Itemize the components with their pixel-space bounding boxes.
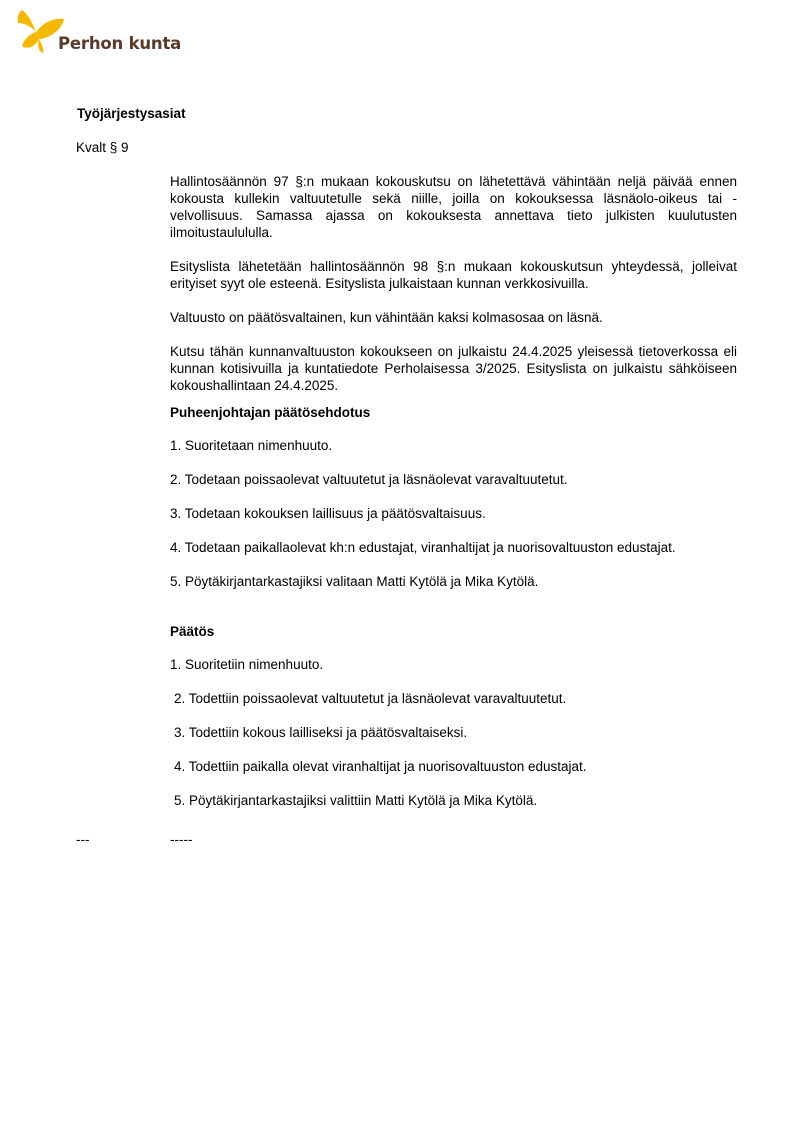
proposal-item: 4. Todetaan paikallaolevat kh:n edustajat, viranhaltijat ja nuorisovaltuuston edustajat. — [170, 540, 676, 555]
section-id: Kvalt § 9 — [76, 140, 129, 155]
paragraph: Esityslista lähetetään hallintosäännön 98 §:n mukaan kokouskutsun yhteydessä, jolleivat erityiset syyt ole esteenä. Esityslista julkaistaan kunnan verkkosivuilla. — [170, 259, 737, 291]
page-heading: Työjärjestysasiat — [77, 106, 186, 121]
paragraph: Kutsu tähän kunnanvaltuuston kokoukseen on julkaistu 24.4.2025 yleisessä tietoverkossa eli kunnan kotisivuilla ja kuntatiedote Perholaisessa 3/2025. Esityslista on julkaistu sähköiseen kokoushallintaan 24.4.2025. — [170, 344, 737, 393]
proposal-item: 1. Suoritetaan nimenhuuto. — [170, 438, 333, 453]
proposal-item: 3. Todetaan kokouksen laillisuus ja päätösvaltaisuus. — [170, 506, 486, 521]
footer-dash-right: ----- — [170, 832, 193, 847]
decision-item: 3. Todettiin kokous lailliseksi ja päätösvaltaiseksi. — [174, 725, 468, 740]
footer-dash-left: --- — [76, 832, 90, 847]
logo — [15, 8, 195, 58]
proposal-item: 2. Todetaan poissaolevat valtuutetut ja läsnäolevat varavaltuutetut. — [170, 472, 568, 487]
decision-title: Päätös — [170, 624, 215, 639]
document-body — [170, 173, 737, 826]
paragraph: Hallintosäännön 97 §:n mukaan kokouskutsu on lähetettävä vähintään neljä päivää ennen kokousta kullekin valtuutetulle sekä niille, joilla on kokouksessa läsnäolo-oikeus tai -velvollisuus. Samassa ajassa on kokouksesta annettava tieto julkisten kuulutusten ilmoitustaulululla. — [170, 174, 737, 240]
decision-item: 1. Suoritetiin nimenhuuto. — [170, 657, 324, 672]
paragraph: Valtuusto on päätösvaltainen, kun vähintään kaksi kolmasosaa on läsnä. — [170, 310, 603, 325]
proposal-title: Puheenjohtajan päätösehdotus — [170, 405, 371, 420]
decision-item: 4. Todettiin paikalla olevat viranhaltijat ja nuorisovaltuuston edustajat. — [174, 759, 587, 774]
proposal-item: 5. Pöytäkirjantarkastajiksi valitaan Matti Kytölä ja Mika Kytölä. — [170, 574, 539, 589]
logo-text: Perhon kunta — [58, 34, 182, 53]
decision-item: 2. Todettiin poissaolevat valtuutetut ja läsnäolevat varavaltuutetut. — [174, 691, 567, 706]
decision-item: 5. Pöytäkirjantarkastajiksi valittiin Matti Kytölä ja Mika Kytölä. — [174, 793, 538, 808]
